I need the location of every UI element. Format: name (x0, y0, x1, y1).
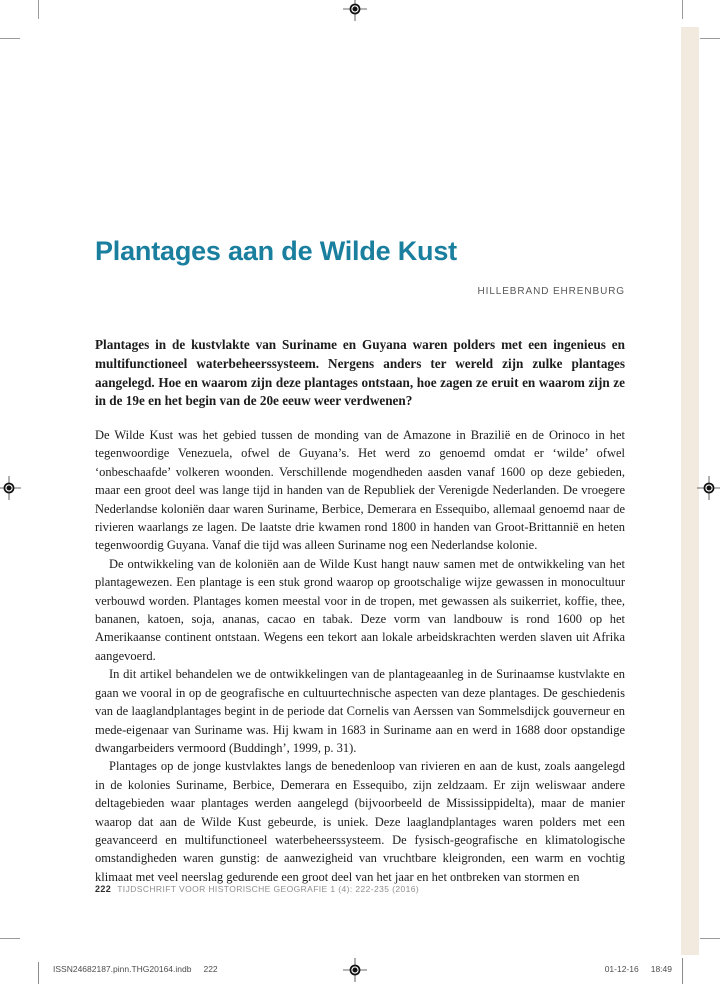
crop-mark-top-left-horizontal (0, 38, 20, 39)
body-paragraph: In dit artikel behandelen we de ontwikkelingen van de plantageaanleg in de Surinaamse kustvlakte en gaan we vooral in op de geografische en cultuurtechnische aspecten van deze plantages. De geschiedenis van de laaglandplantages begint in de periode dat Cornelis van Aerssen van Sommelsdijck gouverneur en mede-eigenaar van Suriname was. Hij kwam in 1683 in Suriname aan en werd in 1688 door opstandige dwangarbeiders vermoord (Buddingh’, 1999, p. 31). (95, 667, 625, 755)
slug-page: 222 (203, 964, 218, 974)
page-footer (95, 884, 625, 894)
journal-reference: TIJDSCHRIFT VOOR HISTORISCHE GEOGRAFIE 1 (4): 222-235 (2016) (117, 884, 420, 894)
slug-file-info (53, 964, 218, 974)
article-title: Plantages aan de Wilde Kust (95, 236, 457, 266)
crop-mark-top-left-vertical (38, 0, 39, 19)
page-number: 222 (95, 884, 112, 894)
crop-mark-top-right-vertical (682, 0, 683, 19)
slug-divider-right (682, 958, 683, 984)
slug-datetime (605, 964, 672, 974)
article-intro: Plantages in de kustvlakte van Suriname en Guyana waren polders met een ingenieus en multifunctioneel waterbeheerssysteem. Nergens anders ter wereld zijn zulke plantages aangelegd. Hoe en waarom zijn deze plantages ontstaan, hoe zagen ze eruit en waarom zijn ze in de 19e en het begin van de 20e eeuw weer verdwenen? (95, 337, 625, 409)
registration-mark-icon (0, 476, 21, 500)
body-paragraph: Plantages op de jonge kustvlaktes langs de benedenloop van rivieren en aan de kust, zoals aangelegd in de kolonies Suriname, Berbice, Demerara en Essequibo, zijn zeldzaam. Er zijn weliswaar andere deltagebieden waar plantages werden aangelegd (bijvoorbeeld de Mississippidelta), maar de manier waarop dat aan de Wilde Kust gebeurde, is uniek. Deze laaglandplantages waren polders met een geavanceerd en multifunctioneel waterbeheerssysteem. De fysisch-geografische en klimatologische omstandigheden waren gunstig: de aanwezigheid van vruchtbare kleigronden, een warm en vochtig klimaat met veel neerslag gedurende een groot deel van het jaar en het ontbreken van stormen en (95, 759, 625, 884)
article-author: HILLEBRAND EHRENBURG (477, 286, 625, 297)
body-paragraph: De ontwikkeling van de koloniën aan de Wilde Kust hangt nauw samen met de ontwikkeling van het plantagewezen. Een plantage is een stuk grond waarop op grootschalige wijze gewassen in monocultuur verbouwd worden. Plantages komen meestal voor in de tropen, met gewassen als suikerriet, koffie, thee, bananen, katoen, soja, ananas, cacao en tabak. Deze vorm van landbouw is rond 1600 op het Amerikaanse continent ontstaan. Wegens een tekort aan lokale arbeidskrachten werden slaven uit Afrika aangevoerd. (95, 556, 625, 663)
slug-time: 18:49 (650, 964, 672, 974)
registration-mark-icon (343, 0, 367, 21)
slug-filename: ISSN24682187.pinn.THG20164.indb (53, 964, 192, 974)
article-body (95, 426, 625, 886)
registration-mark-icon (697, 476, 720, 500)
crop-mark-top-right-horizontal (700, 38, 720, 39)
slug-divider-left (38, 962, 39, 984)
slug-date: 01-12-16 (604, 964, 639, 974)
crop-mark-bottom-right-horizontal (700, 938, 720, 939)
body-paragraph: De Wilde Kust was het gebied tussen de monding van de Amazone in Brazilië en de Orinoco in het tegenwoordige Venezuela, ofwel de Guyana’s. Het werd zo genoemd omdat er ‘wilde’ ofwel ‘onbeschaafde’ volkeren woonden. Verschillende mogendheden aasden vanaf 1600 op deze gebieden, maar een groot deel was lange tijd in handen van de Republiek der Verenigde Nederlanden. De vroegere Nederlandse koloniën daar waren Suriname, Berbice, Demerara en Essequibo, allemaal genoemd naar de rivieren waarlangs ze lagen. De laatste drie kwamen rond 1800 in handen van Groot-Brittannië en heten tegenwoordig Guyana. Vanaf die tijd was alleen Suriname nog een Nederlandse kolonie. (95, 428, 625, 553)
crop-mark-bottom-left-horizontal (0, 938, 20, 939)
registration-mark-icon (343, 958, 367, 982)
